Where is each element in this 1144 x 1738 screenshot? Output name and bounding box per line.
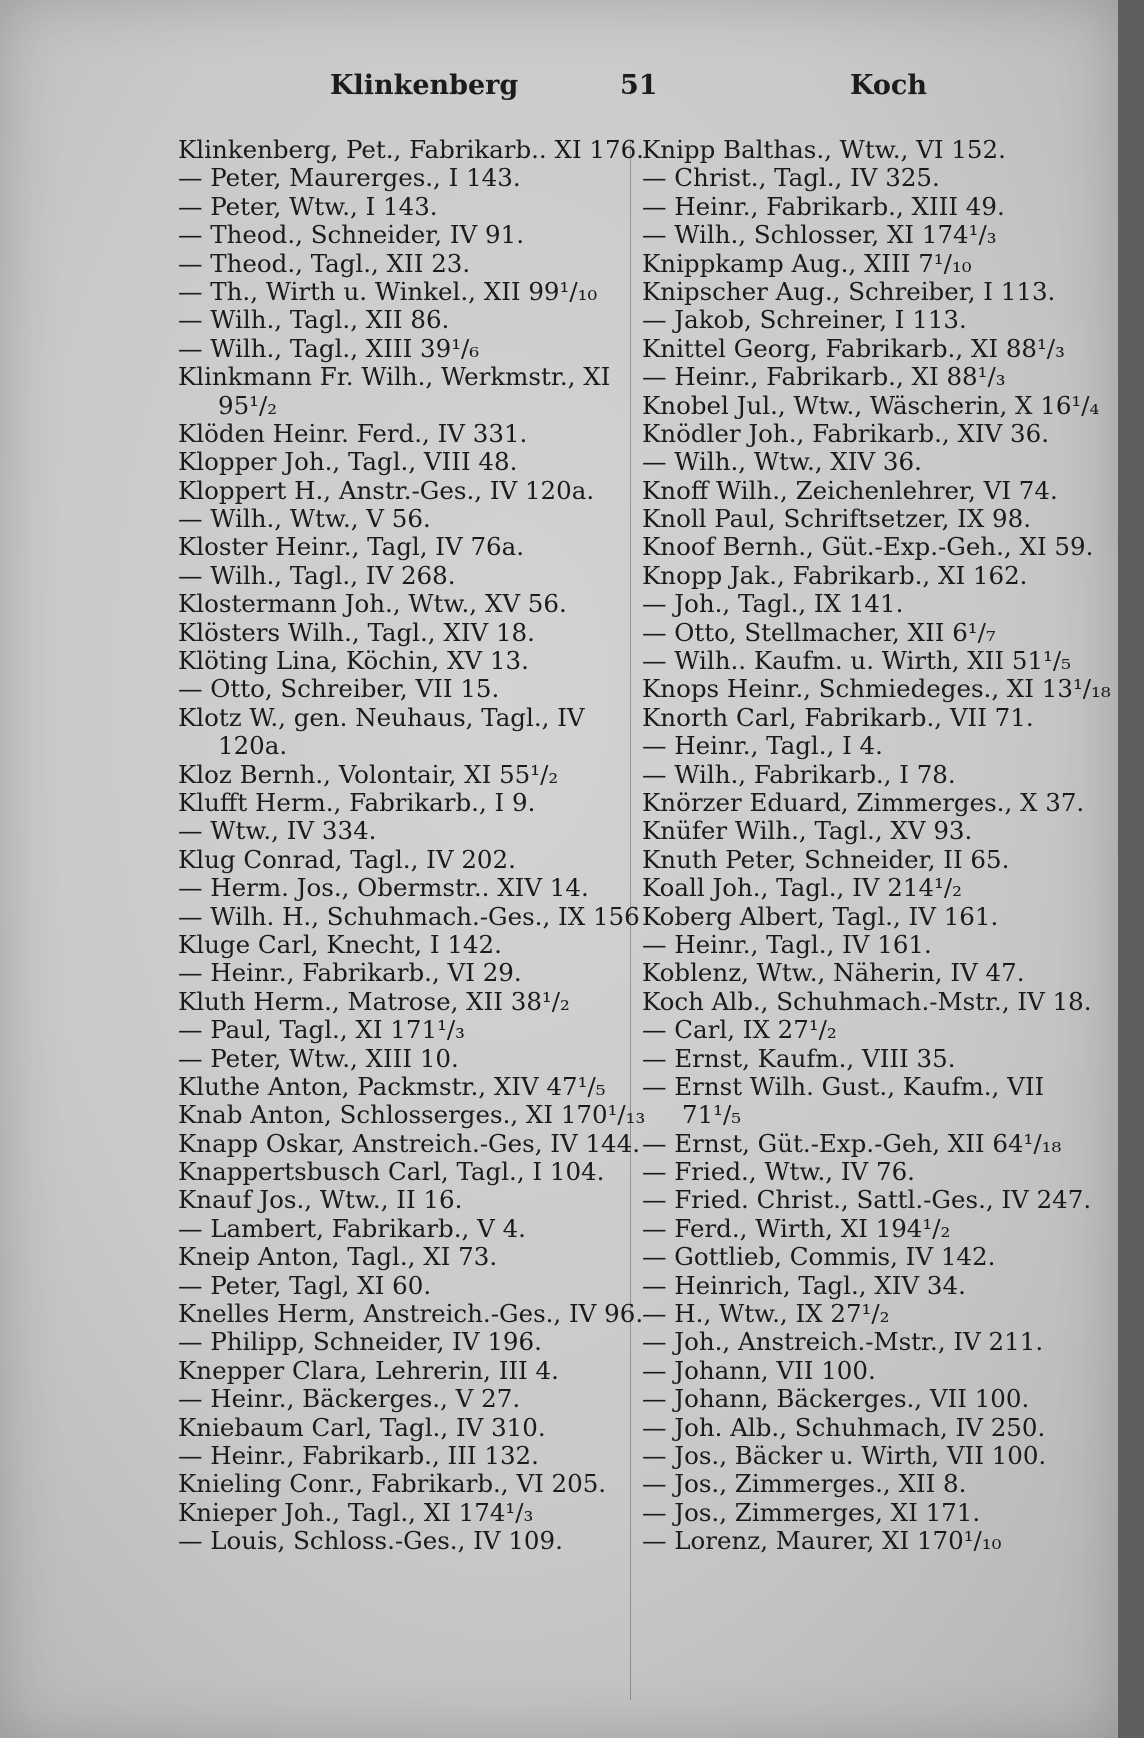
left-column	[178, 135, 646, 1556]
directory-entry: Kneip Anton, Tagl., XI 73.	[178, 1242, 498, 1272]
directory-entry: — Johann, Bäckerges., VII 100.	[642, 1384, 1030, 1414]
directory-entry: — Wilh. H., Schuhmach.-Ges., IX 156	[178, 901, 640, 931]
directory-entry: — Peter, Maurerges., I 143.	[178, 163, 521, 193]
directory-entry: Knab Anton, Schlosserges., XI 170¹/₁₃	[178, 1100, 646, 1130]
directory-entry: — Gottlieb, Commis, IV 142.	[642, 1242, 996, 1272]
directory-entry: Knippkamp Aug., XIII 7¹/₁₀	[642, 248, 972, 278]
directory-entry: Knopp Jak., Fabrikarb., XI 162.	[642, 560, 1028, 590]
directory-entry: — Wilh., Tagl., IV 268.	[178, 560, 456, 590]
directory-entry: — Peter, Wtw., XIII 10.	[178, 1043, 459, 1073]
directory-entry: Knüfer Wilh., Tagl., XV 93.	[642, 816, 973, 846]
directory-entry: Knoll Paul, Schriftsetzer, IX 98.	[642, 504, 1032, 534]
right-column	[642, 135, 1111, 1556]
directory-entry: — Heinr., Fabrikarb., VI 29.	[178, 958, 522, 988]
directory-entry: Knittel Georg, Fabrikarb., XI 88¹/₃	[642, 333, 1065, 363]
directory-entry: Klösters Wilh., Tagl., XIV 18.	[178, 617, 535, 647]
directory-entry: Knieling Conr., Fabrikarb., VI 205.	[178, 1469, 607, 1499]
directory-entry: Knipp Balthas., Wtw., VI 152.	[642, 135, 1006, 164]
directory-entry: — Th., Wirth u. Winkel., XII 99¹/₁₀	[178, 276, 598, 306]
directory-entry: — Ernst, Kaufm., VIII 35.	[642, 1043, 956, 1073]
directory-entry: Knapp Oskar, Anstreich.-Ges, IV 144.	[178, 1128, 640, 1158]
directory-entry: — Otto, Stellmacher, XII 6¹/₇	[642, 617, 996, 647]
directory-entry: Kluge Carl, Knecht, I 142.	[178, 929, 502, 959]
directory-entry: — Herm. Jos., Obermstr.. XIV 14.	[178, 873, 589, 903]
directory-entry: Koberg Albert, Tagl., IV 161.	[642, 901, 999, 931]
header-left-keyword: Klinkenberg	[330, 70, 519, 101]
directory-entry: — Jos., Zimmerges, XI 171.	[642, 1497, 981, 1527]
directory-entry: — Wilh., Wtw., XIV 36.	[642, 447, 922, 477]
directory-entry: — Heinr., Fabrikarb., III 132.	[178, 1440, 539, 1470]
directory-entry: Kloz Bernh., Volontair, XI 55¹/₂	[178, 759, 559, 789]
directory-entry: Knorth Carl, Fabrikarb., VII 71.	[642, 702, 1034, 732]
directory-entry: — Carl, IX 27¹/₂	[642, 1015, 837, 1045]
directory-entry: — Lambert, Fabrikarb., V 4.	[178, 1213, 526, 1243]
directory-entry: Knepper Clara, Lehrerin, III 4.	[178, 1355, 559, 1385]
directory-entry: — Philipp, Schneider, IV 196.	[178, 1327, 542, 1357]
directory-entry: — Theod., Schneider, IV 91.	[178, 220, 525, 250]
directory-entry: Knauf Jos., Wtw., II 16.	[178, 1185, 463, 1215]
directory-entry: — Lorenz, Maurer, XI 170¹/₁₀	[642, 1526, 1002, 1556]
directory-entry: Knödler Joh., Fabrikarb., XIV 36.	[642, 418, 1050, 448]
directory-entry: — Ernst Wilh. Gust., Kaufm., VII	[642, 1071, 1045, 1101]
directory-entry: — Wilh.. Kaufm. u. Wirth, XII 51¹/₅	[642, 646, 1071, 676]
directory-entry: — Wtw., IV 334.	[178, 816, 377, 846]
directory-entry: — Paul, Tagl., XI 171¹/₃	[178, 1015, 465, 1045]
directory-entry: Kluth Herm., Matrose, XII 38¹/₂	[178, 986, 570, 1016]
directory-entry: Klufft Herm., Fabrikarb., I 9.	[178, 787, 536, 817]
directory-entry: Knappertsbusch Carl, Tagl., I 104.	[178, 1157, 605, 1187]
running-header	[0, 66, 1118, 106]
directory-entry: Kniebaum Carl, Tagl., IV 310.	[178, 1412, 546, 1442]
directory-entry: — Ernst, Güt.-Exp.-Geh, XII 64¹/₁₈	[642, 1128, 1062, 1158]
directory-entry: — Heinr., Bäckerges., V 27.	[178, 1384, 521, 1414]
directory-entry: Klotz W., gen. Neuhaus, Tagl., IV	[178, 702, 585, 732]
directory-entry: Knörzer Eduard, Zimmerges., X 37.	[642, 787, 1085, 817]
directory-entry: — Peter, Wtw., I 143.	[178, 191, 438, 221]
column-divider	[630, 140, 631, 1700]
directory-entry: 95¹/₂	[218, 390, 278, 420]
directory-entry: — Joh., Anstreich.-Mstr., IV 211.	[642, 1327, 1044, 1357]
directory-entry: Klöting Lina, Köchin, XV 13.	[178, 646, 529, 676]
directory-entry: — Christ., Tagl., IV 325.	[642, 163, 940, 193]
directory-entry: — Peter, Tagl, XI 60.	[178, 1270, 432, 1300]
directory-entry: — Ferd., Wirth, XI 194¹/₂	[642, 1213, 951, 1243]
directory-entry: Knieper Joh., Tagl., XI 174¹/₃	[178, 1497, 534, 1527]
directory-entry: Klopper Joh., Tagl., VIII 48.	[178, 447, 518, 477]
directory-entry: — Wilh., Tagl., XIII 39¹/₆	[178, 333, 480, 363]
directory-entry: — Jakob, Schreiner, I 113.	[642, 305, 967, 335]
directory-entry: Koblenz, Wtw., Näherin, IV 47.	[642, 958, 1025, 988]
directory-entry: — Heinr., Tagl., I 4.	[642, 731, 883, 761]
directory-entry: Knoof Bernh., Güt.-Exp.-Geh., XI 59.	[642, 532, 1094, 562]
directory-entry: 71¹/₅	[682, 1100, 742, 1130]
page-number: 51	[620, 70, 658, 101]
directory-entry: Knops Heinr., Schmiedeges., XI 13¹/₁₈	[642, 674, 1111, 704]
directory-entry: — Johann, VII 100.	[642, 1355, 876, 1385]
directory-entry: Klinkenberg, Pet., Fabrikarb.. XI 176.	[178, 135, 644, 164]
directory-entry: — Jos., Bäcker u. Wirth, VII 100.	[642, 1440, 1047, 1470]
directory-entry: 120a.	[218, 731, 288, 761]
directory-entry: Klinkmann Fr. Wilh., Werkmstr., XI	[178, 362, 611, 392]
directory-entry: — Heinr., Fabrikarb., XIII 49.	[642, 191, 1005, 221]
directory-entry: — Wilh., Wtw., V 56.	[178, 504, 431, 534]
directory-entry: — Joh. Alb., Schuhmach, IV 250.	[642, 1412, 1046, 1442]
directory-entry: Knoff Wilh., Zeichenlehrer, VI 74.	[642, 475, 1058, 505]
directory-entry: Kloppert H., Anstr.-Ges., IV 120a.	[178, 475, 595, 505]
directory-entry: — Jos., Zimmerges., XII 8.	[642, 1469, 967, 1499]
directory-entry: Kluthe Anton, Packmstr., XIV 47¹/₅	[178, 1071, 606, 1101]
directory-entry: — Otto, Schreiber, VII 15.	[178, 674, 500, 704]
directory-entry: Klöden Heinr. Ferd., IV 331.	[178, 418, 528, 448]
directory-entry: Knipscher Aug., Schreiber, I 113.	[642, 276, 1056, 306]
directory-entry: Koall Joh., Tagl., IV 214¹/₂	[642, 873, 962, 903]
directory-entry: — Joh., Tagl., IX 141.	[642, 589, 904, 619]
directory-entry: Knelles Herm, Anstreich.-Ges., IV 96.	[178, 1299, 644, 1329]
directory-entry: Koch Alb., Schuhmach.-Mstr., IV 18.	[642, 986, 1092, 1016]
header-right-keyword: Koch	[850, 70, 927, 101]
directory-entry: — H., Wtw., IX 27¹/₂	[642, 1299, 890, 1329]
directory-entry: — Heinrich, Tagl., XIV 34.	[642, 1270, 966, 1300]
directory-entry: Knuth Peter, Schneider, II 65.	[642, 844, 1010, 874]
directory-entry: — Wilh., Schlosser, XI 174¹/₃	[642, 220, 997, 250]
directory-entry: — Fried., Wtw., IV 76.	[642, 1157, 915, 1187]
directory-entry: — Louis, Schloss.-Ges., IV 109.	[178, 1526, 563, 1556]
directory-entry: — Theod., Tagl., XII 23.	[178, 248, 471, 278]
directory-entry: — Fried. Christ., Sattl.-Ges., IV 247.	[642, 1185, 1092, 1215]
directory-entry: Kloster Heinr., Tagl, IV 76a.	[178, 532, 525, 562]
directory-entry: — Wilh., Tagl., XII 86.	[178, 305, 450, 335]
directory-entry: — Heinr., Tagl., IV 161.	[642, 929, 932, 959]
directory-entry: Knobel Jul., Wtw., Wäscherin, X 16¹/₄	[642, 390, 1100, 420]
directory-entry: — Heinr., Fabrikarb., XI 88¹/₃	[642, 362, 1006, 392]
directory-entry: — Wilh., Fabrikarb., I 78.	[642, 759, 956, 789]
directory-entry: Klug Conrad, Tagl., IV 202.	[178, 844, 516, 874]
directory-entry: Klostermann Joh., Wtw., XV 56.	[178, 589, 567, 619]
